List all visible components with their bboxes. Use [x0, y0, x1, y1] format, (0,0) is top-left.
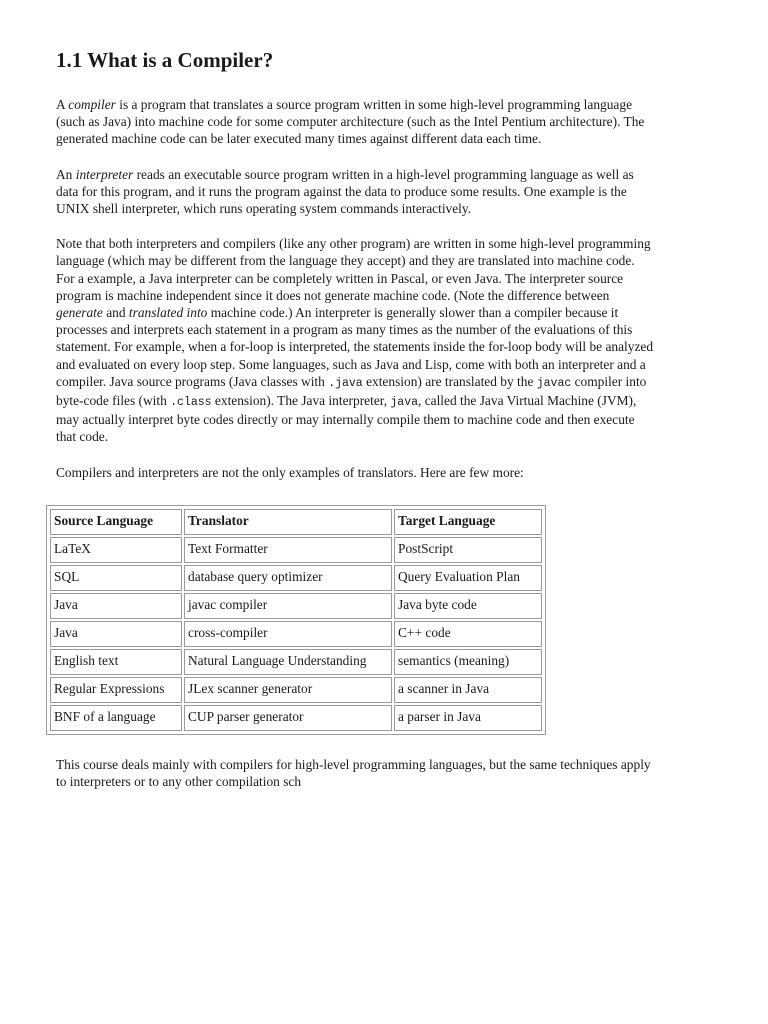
table-row — [50, 565, 542, 591]
table-cell: CUP parser generator — [184, 705, 392, 731]
paragraph-interpreter-definition — [56, 166, 656, 218]
text-run: Note that both interpreters and compilers (like any other program) are written in some high-level programming language (which may be different from the language they accept) and they are translated into machine code. For a example, a Java interpreter can be completely written in Pascal, or even Java. The interpreter source program is machine independent since it does not generate machine code. (Note the difference between — [56, 236, 651, 303]
table-cell: a scanner in Java — [394, 677, 542, 703]
table-cell: BNF of a language — [50, 705, 182, 731]
section-heading: 1.1 What is a Compiler? — [56, 48, 274, 72]
text-run: , called the Java Virtual Machine (JVM), may actually interpret byte codes directly or may internally compile them to machine code and then execute that code. — [56, 393, 637, 445]
table-cell: cross-compiler — [184, 621, 392, 647]
table-cell: Java byte code — [394, 593, 542, 619]
paragraph-comparison — [56, 235, 656, 445]
table-cell: JLex scanner generator — [184, 677, 392, 703]
document-page — [56, 46, 656, 808]
table-cell: Regular Expressions — [50, 677, 182, 703]
text-run: extension) are translated by the — [362, 373, 537, 389]
paragraph-compiler-definition — [56, 96, 656, 148]
text-run: machine code.) An interpreter is generally slower than a compiler because it processes and interprets each statement in a program as many times as the number of the evaluations of this statement. For example, when a for-loop is interpreted, the statements inside the for-loop body will be analyzed and evaluated on every loop step. Some languages, such as Java and Lisp, come with both an interpreter and a compiler. Java source programs (Java classes with — [56, 305, 654, 389]
table-row — [50, 705, 542, 731]
code-javac: javac — [536, 376, 572, 390]
table-cell: database query optimizer — [184, 565, 392, 591]
table-row — [50, 593, 542, 619]
term-compiler: compiler — [68, 97, 116, 112]
table-row — [50, 537, 542, 563]
table-cell: LaTeX — [50, 537, 182, 563]
table-cell: Query Evaluation Plan — [394, 565, 542, 591]
table-cell: a parser in Java — [394, 705, 542, 731]
term-translated-into: translated into — [128, 305, 208, 321]
table-cell: semantics (meaning) — [394, 649, 542, 675]
code-java: java — [390, 396, 418, 410]
table-row — [50, 649, 542, 675]
table-cell: Natural Language Understanding — [184, 649, 392, 675]
translators-table-frame — [46, 505, 546, 735]
table-header-row — [50, 509, 542, 535]
table-row — [50, 677, 542, 703]
text-run: compiler into byte-code files (with — [56, 373, 647, 409]
table-cell: C++ code — [394, 621, 542, 647]
paragraph-translators-intro: Compilers and interpreters are not the only examples of translators. Here are few more: — [56, 464, 524, 480]
table-cell: PostScript — [394, 537, 542, 563]
column-header-translator: Translator — [184, 509, 392, 535]
code-java-extension: .java — [328, 376, 363, 390]
translators-table — [48, 507, 544, 733]
text-run: is a program that translates a source program written in some high-level programming language (such as Java) into machine code for some computer architecture (such as the Intel Pentium architecture). The generated machine code can be later executed many times against different data each time. — [56, 97, 645, 147]
text-run: and — [102, 305, 129, 321]
term-generate: generate — [56, 305, 103, 321]
text-run: A — [56, 97, 69, 112]
table-cell: Text Formatter — [184, 537, 392, 563]
table-cell: Java — [50, 621, 182, 647]
table-row — [50, 621, 542, 647]
term-interpreter: interpreter — [75, 166, 134, 182]
column-header-source-language: Source Language — [50, 509, 182, 535]
column-header-target-language: Target Language — [394, 509, 542, 535]
paragraph-course-scope: This course deals mainly with compilers for high-level programming languages, but the same techniques apply to interpreters or to any other compilation sch — [56, 756, 651, 790]
table-cell: English text — [50, 649, 182, 675]
text-run: extension). The Java interpreter, — [211, 393, 391, 409]
text-run: reads an executable source program written in a high-level programming language as well as data for this program, and it runs the program against the data to produce some results. One example is the UNIX shell interpreter, which runs operating system commands interactively. — [56, 166, 634, 217]
code-class-extension: .class — [170, 396, 212, 410]
text-run: An — [56, 166, 76, 182]
table-cell: Java — [50, 593, 182, 619]
table-cell: javac compiler — [184, 593, 392, 619]
table-cell: SQL — [50, 565, 182, 591]
